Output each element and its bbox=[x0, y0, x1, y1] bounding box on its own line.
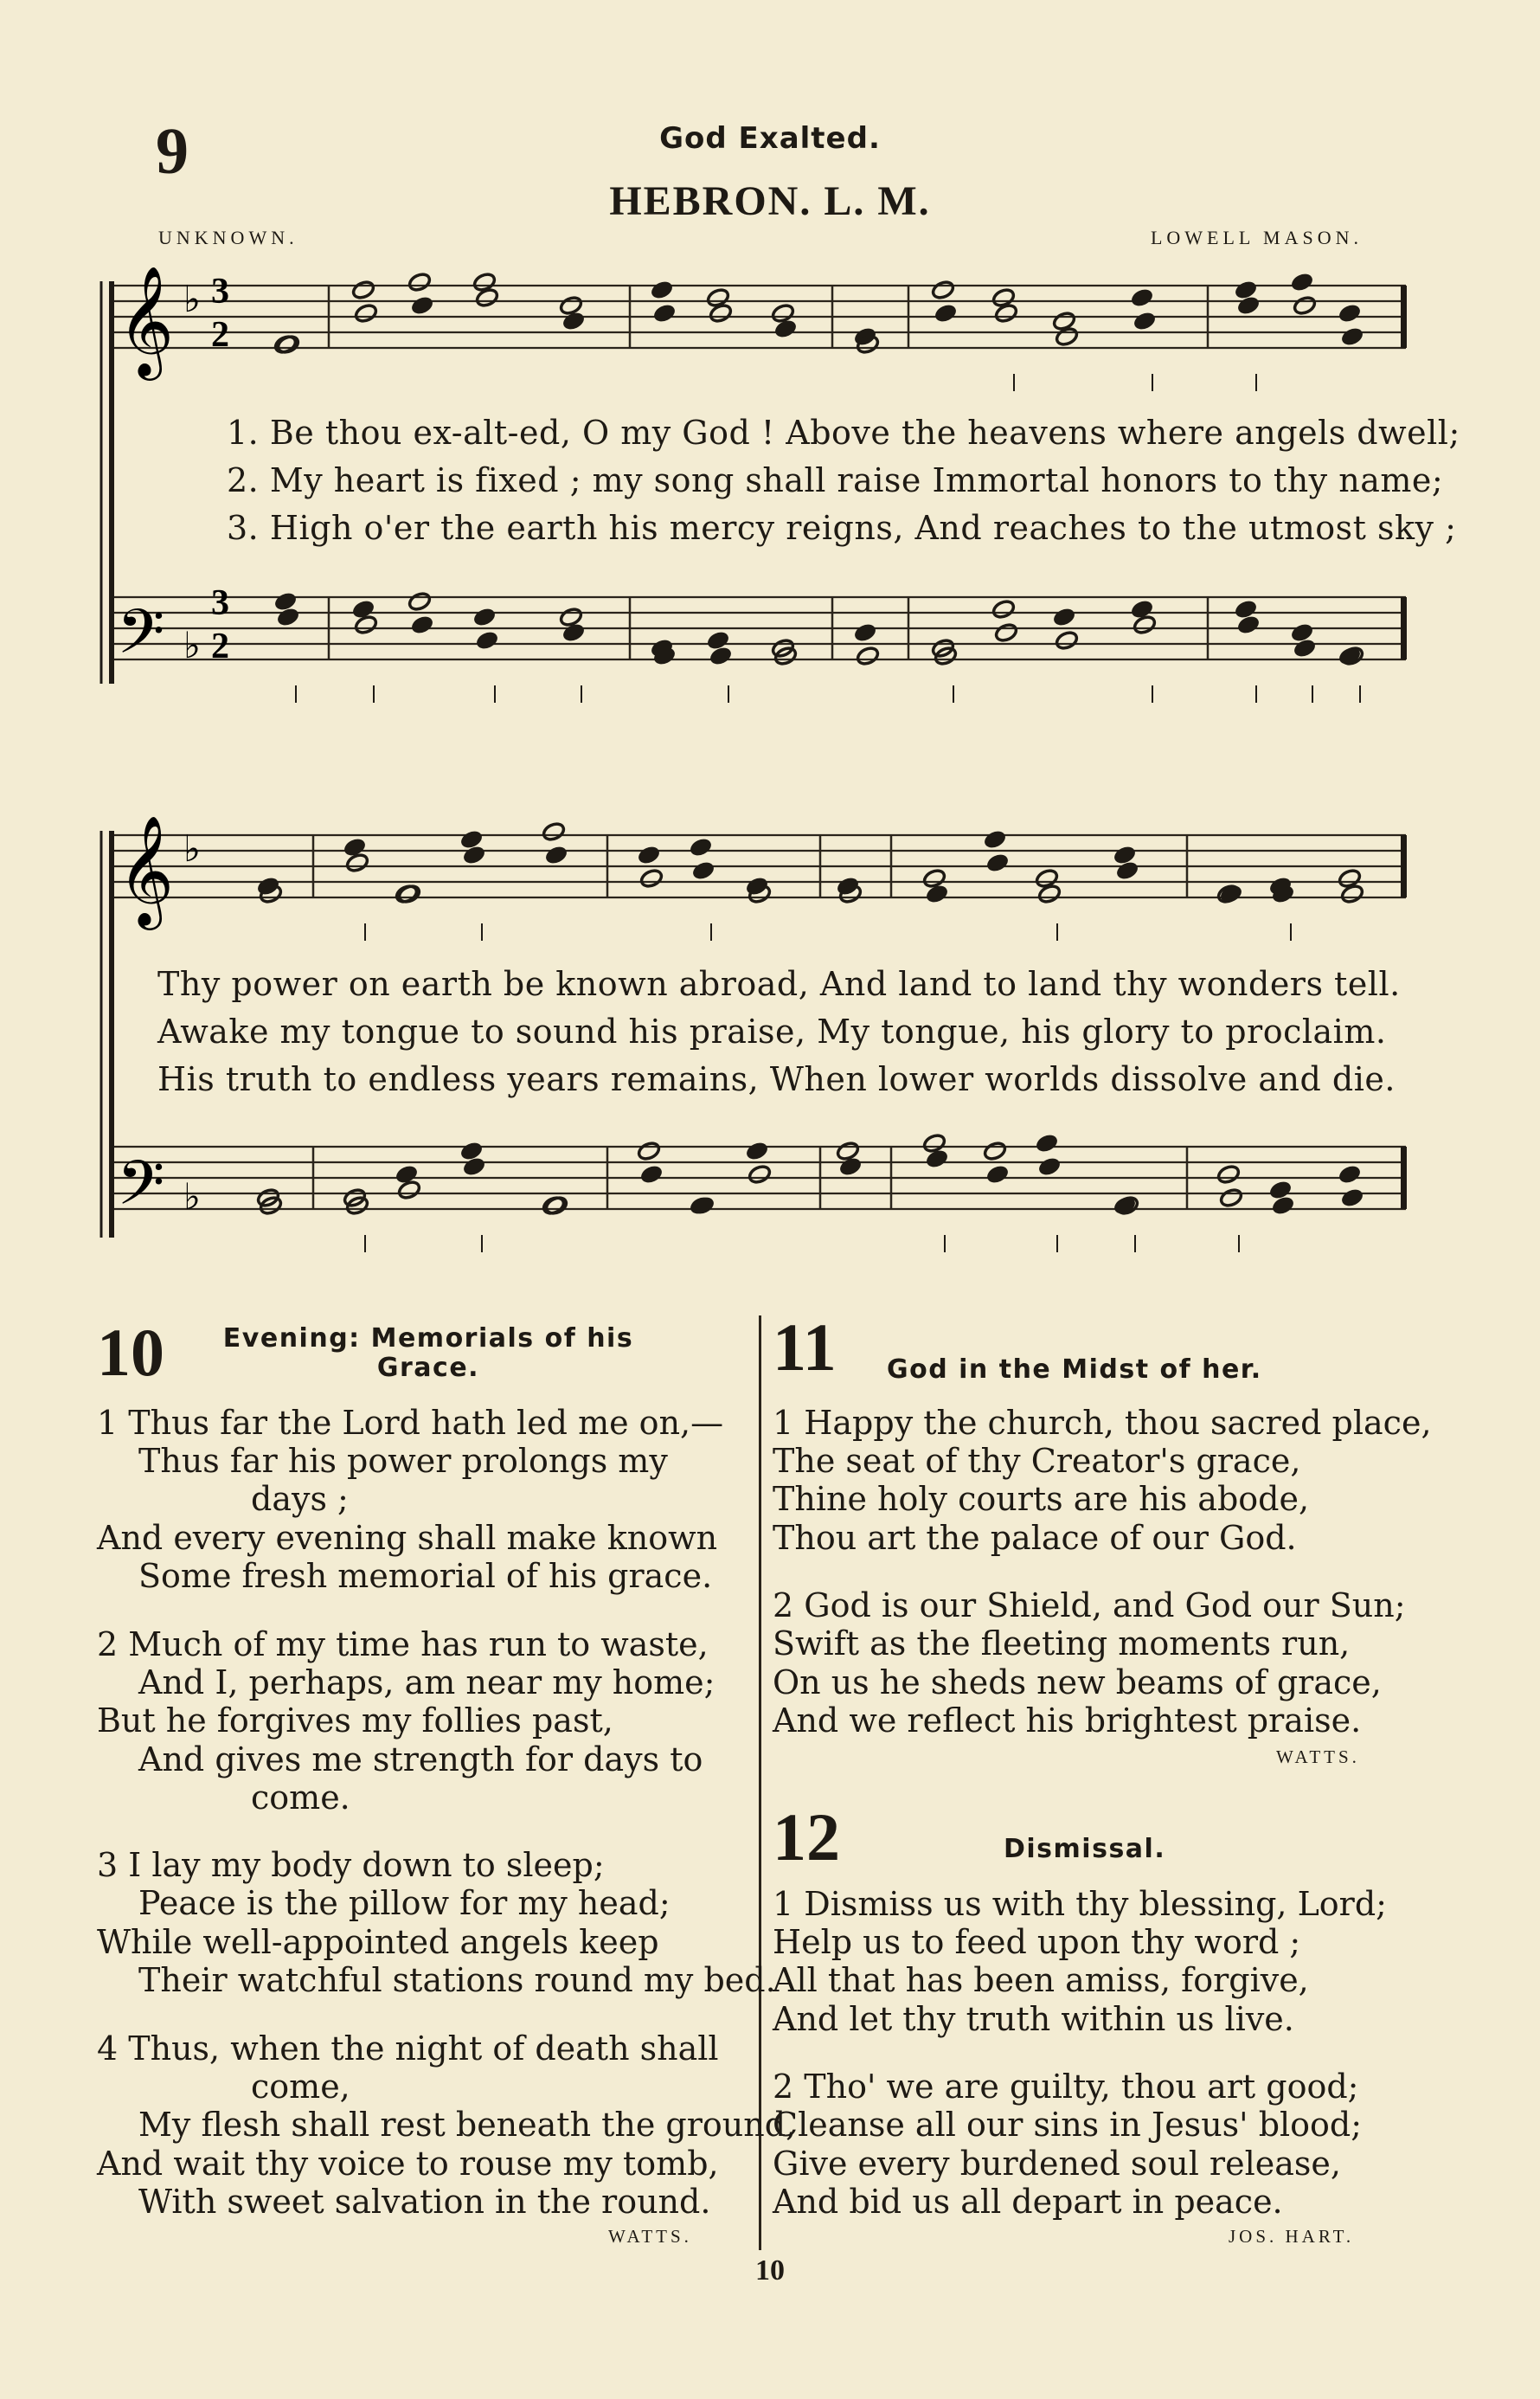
key-signature-flat-icon: ♭ bbox=[183, 827, 201, 870]
note-head bbox=[559, 607, 584, 628]
lyric-line: 1. Be thou ex-alt-ed, O my God ! Above the heavens where angels dwell; bbox=[227, 414, 1460, 452]
key-signature-flat-icon: ♭ bbox=[183, 1175, 201, 1218]
composer-credit-left: UNKNOWN. bbox=[158, 227, 298, 248]
hymn-heading-line: Grace. bbox=[376, 1353, 480, 1383]
note-head bbox=[994, 622, 1019, 644]
treble-clef-icon: 𝄞 bbox=[118, 814, 175, 925]
note-head bbox=[1219, 1187, 1244, 1209]
verse-line: come. bbox=[251, 1778, 350, 1817]
note-head bbox=[345, 852, 370, 874]
note-head bbox=[706, 630, 731, 652]
verse-line: The seat of thy Creator's grace, bbox=[773, 1442, 1301, 1480]
hymn-heading-line: Evening: Memorials of his bbox=[222, 1323, 634, 1354]
note-head bbox=[983, 1141, 1008, 1162]
note-head bbox=[745, 1141, 770, 1162]
note-head bbox=[639, 1164, 664, 1186]
note-head bbox=[1133, 311, 1158, 332]
note-head bbox=[1130, 287, 1155, 309]
note-head bbox=[650, 280, 675, 301]
note-head bbox=[1052, 607, 1077, 628]
note-head bbox=[1216, 1164, 1242, 1186]
verse-line: 1 Thus far the Lord hath led me on,— bbox=[97, 1404, 724, 1442]
note-head bbox=[1234, 599, 1259, 621]
note-head bbox=[354, 303, 379, 325]
note-head bbox=[472, 607, 497, 628]
verse-line: 1 Dismiss us with thy blessing, Lord; bbox=[773, 1885, 1387, 1923]
verse-line: 2 Tho' we are guilty, thou art good; bbox=[773, 2068, 1359, 2106]
verse-line: And let thy truth within us live. bbox=[773, 2000, 1294, 2038]
note-head bbox=[991, 599, 1017, 621]
note-head bbox=[709, 646, 734, 667]
note-head bbox=[354, 614, 379, 636]
note-head bbox=[922, 1133, 947, 1154]
note-head bbox=[771, 303, 796, 325]
note-head bbox=[748, 1164, 773, 1186]
note-head bbox=[276, 334, 301, 356]
verse-line: Thou art the palace of our God. bbox=[773, 1519, 1297, 1557]
lyric-line: His truth to endless years remains, When lower worlds dissolve and die. bbox=[157, 1060, 1396, 1098]
verse-line: Their watchful stations round my bed. bbox=[138, 1961, 776, 1999]
verse-line: And we reflect his brightest praise. bbox=[773, 1701, 1362, 1740]
note-head bbox=[1115, 860, 1140, 882]
verse-line: Help us to feed upon thy word ; bbox=[773, 1923, 1301, 1961]
note-head bbox=[273, 591, 298, 613]
note-head bbox=[922, 868, 947, 890]
note-head bbox=[462, 1156, 487, 1178]
verse-line: Give every burdened soul release, bbox=[773, 2145, 1341, 2183]
note-head bbox=[637, 845, 662, 866]
note-head bbox=[931, 280, 956, 301]
note-head bbox=[853, 622, 878, 644]
note-head bbox=[1290, 272, 1315, 293]
note-head bbox=[1271, 1195, 1296, 1217]
verse-line: On us he sheds new beams of grace, bbox=[773, 1663, 1382, 1701]
key-signature-flat-icon: ♭ bbox=[183, 278, 201, 320]
verse-line: days ; bbox=[251, 1480, 349, 1518]
final-bar-line bbox=[1401, 597, 1407, 659]
verse-line: All that has been amiss, forgive, bbox=[773, 1961, 1309, 1999]
note-head bbox=[836, 1141, 861, 1162]
note-head bbox=[559, 295, 584, 317]
verse-line: But he forgives my follies past, bbox=[97, 1701, 613, 1740]
note-head bbox=[410, 295, 435, 317]
note-head bbox=[1293, 295, 1318, 317]
note-head bbox=[1293, 638, 1318, 659]
verse-line: And wait thy voice to rouse my tomb, bbox=[97, 2145, 719, 2183]
verse-line: And I, perhaps, am near my home; bbox=[138, 1663, 715, 1701]
note-head bbox=[459, 829, 484, 851]
lyric-line: 2. My heart is fixed ; my song shall raise Immortal honors to thy name; bbox=[227, 461, 1444, 499]
hymn-number: 9 bbox=[156, 115, 189, 188]
hymn-attribution: WATTS. bbox=[1276, 1746, 1360, 1767]
note-head bbox=[1268, 1180, 1293, 1201]
verse-line: 2 God is our Shield, and God our Sun; bbox=[773, 1586, 1406, 1624]
verse-line: 2 Much of my time has run to waste, bbox=[97, 1625, 709, 1663]
note-head bbox=[397, 884, 422, 905]
note-head bbox=[1113, 845, 1138, 866]
note-head bbox=[1236, 614, 1261, 636]
note-head bbox=[983, 829, 1008, 851]
note-head bbox=[985, 852, 1011, 874]
time-signature-top: 3 bbox=[211, 583, 229, 623]
note-head bbox=[276, 607, 301, 628]
note-head bbox=[934, 303, 959, 325]
note-head bbox=[1338, 303, 1363, 325]
note-head bbox=[691, 860, 716, 882]
note-head bbox=[410, 614, 435, 636]
note-head bbox=[689, 837, 714, 859]
note-head bbox=[397, 1180, 422, 1201]
verse-line: With sweet salvation in the round. bbox=[138, 2183, 711, 2221]
verse-line: Thine holy courts are his abode, bbox=[773, 1480, 1310, 1518]
hymn-attribution: WATTS. bbox=[608, 2226, 692, 2247]
time-signature-top: 3 bbox=[211, 272, 229, 312]
note-head bbox=[856, 646, 881, 667]
verse-line: And bid us all depart in peace. bbox=[773, 2183, 1283, 2221]
note-head bbox=[985, 1164, 1011, 1186]
note-head bbox=[462, 845, 487, 866]
note-head bbox=[652, 303, 677, 325]
hymn-heading bbox=[199, 1324, 658, 1383]
verse-line: 3 I lay my body down to sleep; bbox=[97, 1846, 605, 1884]
hymn-subject: God Exalted. bbox=[659, 121, 881, 156]
verse-line: Cleanse all our sins in Jesus' blood; bbox=[773, 2106, 1363, 2144]
bass-clef-icon: 𝄢 bbox=[117, 1148, 165, 1234]
note-head bbox=[1340, 1187, 1365, 1209]
note-head bbox=[1133, 614, 1158, 636]
note-head bbox=[1340, 326, 1365, 348]
verse-line: 1 Happy the church, thou sacred place, bbox=[773, 1404, 1432, 1442]
hymn-number: 10 bbox=[97, 1315, 164, 1390]
verse-line: come, bbox=[251, 2068, 350, 2106]
time-signature-bottom: 2 bbox=[211, 627, 229, 666]
bass-clef-icon: 𝄢 bbox=[117, 596, 165, 683]
hymn-heading: God in the Midst of her. bbox=[887, 1354, 1262, 1385]
verse-line: While well-appointed angels keep bbox=[97, 1923, 659, 1961]
time-signature-bottom: 2 bbox=[211, 315, 229, 355]
verse-line: 4 Thus, when the night of death shall bbox=[97, 2029, 719, 2068]
note-head bbox=[544, 845, 569, 866]
verse-line: Peace is the pillow for my head; bbox=[138, 1884, 671, 1922]
note-head bbox=[351, 280, 376, 301]
lyric-line: Thy power on earth be known abroad, And land to land thy wonders tell. bbox=[157, 965, 1401, 1003]
hymn-attribution: JOS. HART. bbox=[1229, 2226, 1355, 2247]
verse-line: My flesh shall rest beneath the ground, bbox=[138, 2106, 797, 2144]
page-number: 10 bbox=[755, 2254, 785, 2286]
lyric-line: 3. High o'er the earth his mercy reigns, And reaches to the utmost sky ; bbox=[227, 509, 1457, 547]
note-head bbox=[544, 1195, 569, 1217]
note-head bbox=[1234, 280, 1259, 301]
verse-line: Thus far his power prolongs my bbox=[138, 1442, 668, 1480]
verse-line: Some fresh memorial of his grace. bbox=[138, 1557, 713, 1595]
final-bar-line bbox=[1401, 835, 1407, 897]
composer-credit-right: LOWELL MASON. bbox=[1150, 227, 1363, 248]
lyric-line: Awake my tongue to sound his praise, My tongue, his glory to proclaim. bbox=[157, 1013, 1387, 1051]
note-head bbox=[542, 821, 567, 843]
note-head bbox=[1236, 295, 1261, 317]
tune-title: HEBRON. L. M. bbox=[609, 178, 931, 224]
verse-line: Swift as the fleeting moments run, bbox=[773, 1624, 1351, 1663]
note-head bbox=[1055, 630, 1080, 652]
note-head bbox=[1290, 622, 1315, 644]
key-signature-flat-icon: ♭ bbox=[183, 624, 201, 666]
note-head bbox=[459, 1141, 484, 1162]
hymn-number: 12 bbox=[773, 1799, 840, 1875]
note-head bbox=[1035, 1133, 1060, 1154]
note-head bbox=[475, 630, 500, 652]
final-bar-line bbox=[1401, 1147, 1407, 1209]
final-bar-line bbox=[1401, 286, 1407, 348]
hymn-number: 11 bbox=[773, 1309, 837, 1385]
note-head bbox=[407, 591, 433, 613]
note-head bbox=[407, 272, 433, 293]
note-head bbox=[1338, 1164, 1363, 1186]
note-head bbox=[1037, 1156, 1062, 1178]
treble-clef-icon: 𝄞 bbox=[118, 265, 175, 376]
note-head bbox=[637, 1141, 662, 1162]
hymn-heading: Dismissal. bbox=[1004, 1834, 1166, 1864]
verse-line: And gives me strength for days to bbox=[138, 1740, 703, 1778]
verse-line: And every evening shall make known bbox=[97, 1519, 718, 1557]
note-head bbox=[639, 868, 664, 890]
